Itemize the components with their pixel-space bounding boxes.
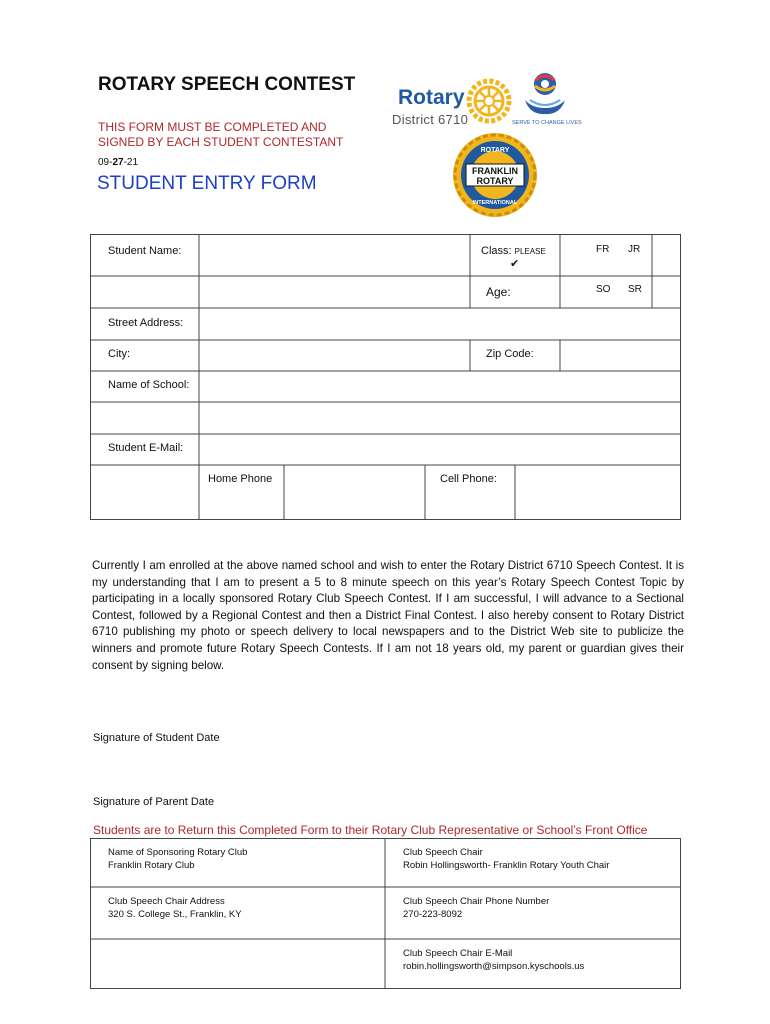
franklin-rotary-seal-icon xyxy=(452,132,538,218)
form-title: STUDENT ENTRY FORM xyxy=(97,173,317,194)
student-name-field[interactable] xyxy=(200,235,470,276)
student-signature-line[interactable]: Signature of Student Date xyxy=(93,732,220,744)
cell-phone-label: Cell Phone: xyxy=(440,473,497,485)
sponsoring-club-cell: Name of Sponsoring Rotary Club Franklin Rotary Club xyxy=(108,847,248,871)
class-label: Class: PLEASE xyxy=(481,245,546,257)
school-name-label: Name of School: xyxy=(108,379,190,391)
home-phone-field[interactable] xyxy=(285,466,424,520)
club-speech-chair-cell: Club Speech Chair Robin Hollingsworth- Franklin Rotary Youth Chair xyxy=(403,847,610,871)
class-option-so[interactable]: SO xyxy=(596,284,611,295)
seal-rotary: ROTARY xyxy=(476,176,514,186)
student-email-label: Student E-Mail: xyxy=(108,442,184,454)
parent-signature-line[interactable]: Signature of Parent Date xyxy=(93,796,215,808)
consent-paragraph: Currently I am enrolled at the above named school and wish to enter the Rotary District 6710 Speech Contest. It is my understanding that I am to present a 5 to 8 minute speech on this year’s Rotary Speech Contest Topic by participating in a locally sponsored Rotary Club Speech Contest. If I am successful, I will advance to a Sectional Contest, followed by a Regional Contest and then a District Final Contest. I also hereby consent to Rotary District 6710 publishing my photo or speech delivery to local newspapers and to the District Web site to publicize the winners and promote future Rotary Speech Contests. If I am not 18 years old, my parent or guardian gives their consent by signing below. xyxy=(92,559,684,672)
seal-bottom: INTERNATIONAL xyxy=(472,200,518,206)
zip-code-label: Zip Code: xyxy=(486,348,534,360)
zip-code-field[interactable] xyxy=(561,341,681,371)
street-address-label: Street Address: xyxy=(108,317,184,329)
completion-warning: THIS FORM MUST BE COMPLETED AND SIGNED BY EACH STUDENT CONTESTANT xyxy=(98,120,344,149)
rotary-wheel-icon xyxy=(466,78,512,124)
return-notice: Students are to Return this Completed Form to their Rotary Club Representative or School’s Front Office xyxy=(93,823,648,837)
class-option-jr[interactable]: JR xyxy=(628,244,641,255)
city-label: City: xyxy=(108,348,130,360)
form-date: 09-27-21 xyxy=(98,157,139,168)
seal-franklin: FRANKLIN xyxy=(472,166,518,176)
student-email-field[interactable] xyxy=(200,435,680,465)
class-option-fr[interactable]: FR xyxy=(596,244,610,255)
age-field[interactable] xyxy=(561,277,651,308)
check-icon: ✔ xyxy=(510,258,520,270)
seal-top: ROTARY xyxy=(480,147,510,154)
page-title: ROTARY SPEECH CONTEST xyxy=(98,74,356,95)
city-field[interactable] xyxy=(200,341,470,371)
school-name-field[interactable] xyxy=(200,372,680,402)
home-phone-label: Home Phone xyxy=(208,473,273,485)
class-option-sr[interactable]: SR xyxy=(628,284,642,295)
cell-phone-field[interactable] xyxy=(516,466,680,520)
district-label: District 6710 xyxy=(392,112,469,127)
chair-phone-cell: Club Speech Chair Phone Number 270-223-8092 xyxy=(403,896,550,920)
serve-to-change-lives-logo-icon xyxy=(520,70,570,120)
student-name-label: Student Name: xyxy=(108,245,182,257)
age-label: Age: xyxy=(486,285,511,299)
chair-email-cell: Club Speech Chair E-Mail robin.hollingsworth@simpson.kyschools.us xyxy=(403,948,585,972)
serve-tagline: SERVE TO CHANGE LIVES xyxy=(512,120,582,126)
chair-address-cell: Club Speech Chair Address 320 S. College St., Franklin, KY xyxy=(108,896,242,920)
street-address-field[interactable] xyxy=(200,309,680,339)
rotary-logo-text: Rotary xyxy=(398,86,465,109)
